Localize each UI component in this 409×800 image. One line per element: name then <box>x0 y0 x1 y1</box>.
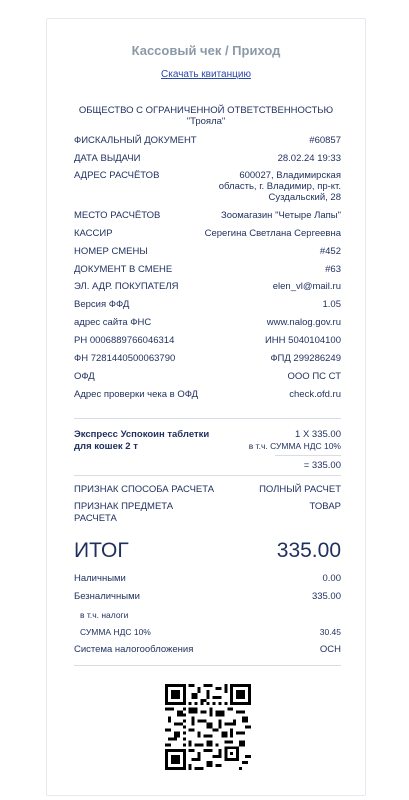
divider <box>74 475 341 476</box>
field-value: 600027, Владимирская область, г. Владимир, пр-кт. Суздальский, 28 <box>218 170 341 203</box>
download-receipt-link[interactable]: Скачать квитанцию <box>161 69 251 80</box>
qr-code-icon <box>165 684 251 770</box>
field-label: в т.ч. налоги <box>80 610 129 620</box>
item-quantity-price: 1 X 335.00 <box>295 429 341 440</box>
total-value: 335.00 <box>276 539 341 562</box>
field-value: #452 <box>319 246 341 257</box>
field-label: КАССИР <box>74 228 113 239</box>
organization-name <box>47 105 365 127</box>
field-label: ДОКУМЕНТ В СМЕНЕ <box>74 264 173 275</box>
field-label: ОФД <box>74 371 95 382</box>
field-label: СУММА НДС 10% <box>80 627 151 637</box>
field-value: #60857 <box>309 135 341 146</box>
field-value: Зоомагазин "Четыре Лапы" <box>220 210 341 221</box>
field-value: ТОВАР <box>309 501 341 512</box>
field-value: Серегина Светлана Сергеевна <box>204 228 341 239</box>
field-value: #63 <box>325 264 341 275</box>
total-label: ИТОГ <box>74 539 129 562</box>
field-value: 0.00 <box>322 573 341 584</box>
field-value: 30.45 <box>319 627 341 637</box>
field-label: ПРИЗНАК СПОСОБА РАСЧЕТА <box>74 484 215 495</box>
org-line-1: ОБЩЕСТВО С ОГРАНИЧЕННОЙ ОТВЕТСТВЕННОСТЬЮ <box>78 105 334 116</box>
divider <box>275 455 341 456</box>
item-vat: в т.ч. СУММА НДС 10% <box>248 441 341 451</box>
field-value: 1.05 <box>322 299 341 310</box>
field-value: elen_vl@mail.ru <box>272 281 341 292</box>
item-name: Экспресс Успокоин таблетки для кошек 2 т <box>74 429 210 452</box>
field-value: check.ofd.ru <box>289 389 341 400</box>
receipt-card <box>46 18 366 796</box>
field-label: РН 0006889766046314 <box>74 335 175 346</box>
field-label: НОМЕР СМЕНЫ <box>74 246 148 257</box>
field-value: ИНН 5040104100 <box>264 335 341 346</box>
field-label: ФИСКАЛЬНЫЙ ДОКУМЕНТ <box>74 135 197 146</box>
item-sum: = 335.00 <box>303 460 341 471</box>
download-receipt-link-wrap <box>47 69 365 80</box>
field-value: ПОЛНЫЙ РАСЧЕТ <box>259 484 341 495</box>
field-label: ДАТА ВЫДАЧИ <box>74 153 141 164</box>
field-value: ОСН <box>319 644 341 655</box>
field-label: МЕСТО РАСЧЁТОВ <box>74 210 161 221</box>
field-value: ФПД 299286249 <box>270 353 341 364</box>
divider <box>74 665 341 666</box>
divider <box>74 418 341 419</box>
receipt-title: Кассовый чек / Приход <box>131 43 281 58</box>
field-label: ФН 7281440500063790 <box>74 353 176 364</box>
field-value: ООО ПС СТ <box>287 371 341 382</box>
field-label: Безналичными <box>74 591 140 602</box>
field-label: Версия ФФД <box>74 299 130 310</box>
field-label: адрес сайта ФНС <box>74 317 152 328</box>
field-value: www.nalog.gov.ru <box>266 317 341 328</box>
org-line-2: "Трояла" <box>186 116 226 127</box>
field-label: Наличными <box>74 573 126 584</box>
field-value: 28.02.24 19:33 <box>277 153 341 164</box>
field-value: 335.00 <box>311 591 341 602</box>
field-label: АДРЕС РАСЧЁТОВ <box>74 170 160 181</box>
field-label: ЭЛ. АДР. ПОКУПАТЕЛЯ <box>74 281 179 292</box>
field-label: Система налогообложения <box>74 644 194 655</box>
field-label: Адрес проверки чека в ОФД <box>74 389 199 400</box>
field-label: ПРИЗНАК ПРЕДМЕТА РАСЧЕТА <box>74 501 174 524</box>
